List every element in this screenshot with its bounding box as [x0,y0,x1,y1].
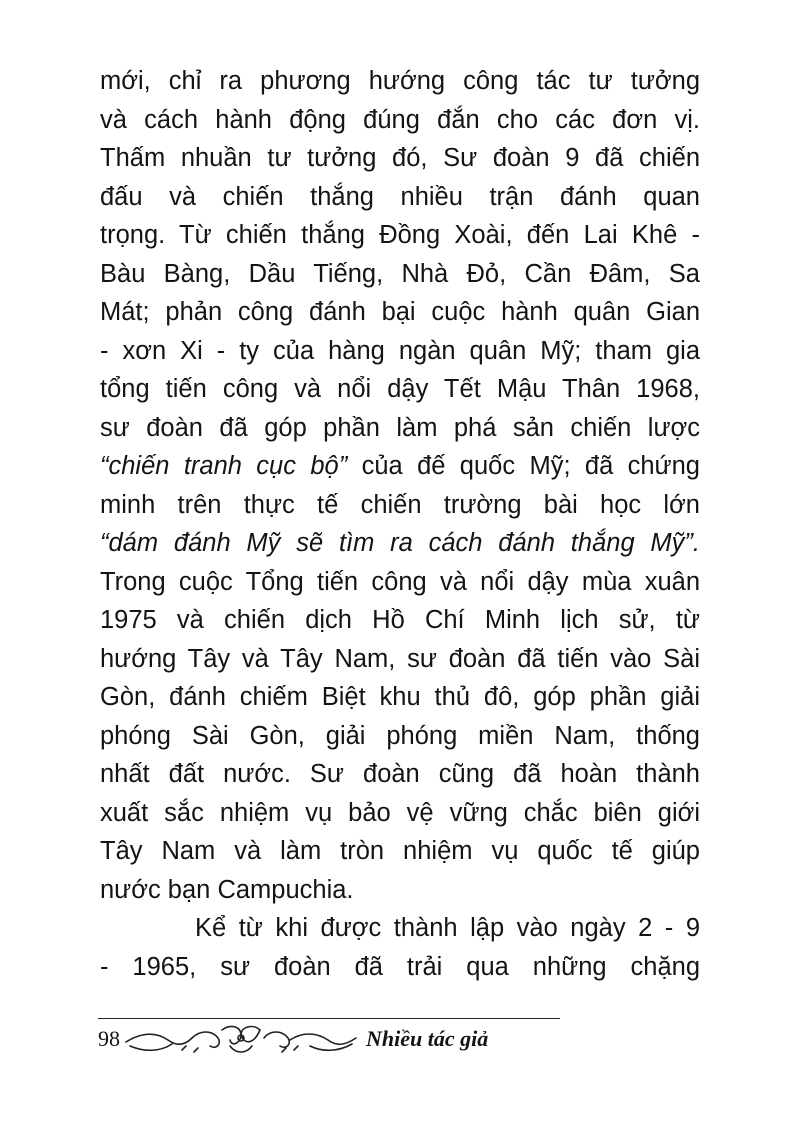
text-line: đấu và chiến thắng nhiều trận đánh quan [100,182,700,211]
text-line: - xơn Xi - ty của hàng ngàn quân Mỹ; tham gia [100,336,700,365]
text-line: minh trên thực tế chiến trường bài học lớn [100,490,700,519]
italic-quote: “chiến tranh cục bộ” [100,452,348,480]
text-line: Bàu Bàng, Dầu Tiếng, Nhà Đỏ, Cần Đâm, Sa [100,259,700,288]
text-line: Mát; phản công đánh bại cuộc hành quân Gian [100,298,700,326]
paragraph-end-line: nước bạn Campuchia. [100,875,354,904]
text-line: Gòn, đánh chiếm Biệt khu thủ đô, góp phần giải [100,683,700,711]
italic-quote-line: “dám đánh Mỹ sẽ tìm ra cách đánh thắng Mỹ”. [100,529,700,557]
author-credit: Nhiều tác giả [366,1026,489,1051]
floral-ornament-icon [122,1022,360,1056]
text-line: - 1965, sư đoàn đã trải qua những chặng [100,952,700,981]
text-segment: của đế quốc Mỹ; đã chứng [347,452,700,480]
text-line: tổng tiến công và nổi dậy Tết Mậu Thân 1968, [100,375,700,403]
text-line: xuất sắc nhiệm vụ bảo vệ vững chắc biên giới [100,798,700,827]
paragraph-start-line: Kể từ khi được thành lập vào ngày 2 - 9 [195,914,700,942]
text-line: mới, chỉ ra phương hướng công tác tư tưởng [100,67,700,95]
text-line: Trong cuộc Tổng tiến công và nổi dậy mùa xuân [100,567,700,596]
text-line: Tây Nam và làm tròn nhiệm vụ quốc tế giúp [100,837,700,865]
page-footer [98,1018,560,1068]
text-line [100,447,700,486]
body-text [100,62,700,986]
text-line: 1975 và chiến dịch Hồ Chí Minh lịch sử, từ [100,606,700,634]
text-line: nhất đất nước. Sư đoàn cũng đã hoàn thành [100,760,700,788]
page-number: 98 [98,1026,120,1051]
text-line: sư đoàn đã góp phần làm phá sản chiến lược [100,413,700,442]
footer-rule [98,1018,560,1019]
text-line: và cách hành động đúng đắn cho các đơn vị. [100,105,700,134]
text-line: phóng Sài Gòn, giải phóng miền Nam, thống [100,721,700,750]
text-line: trọng. Từ chiến thắng Đồng Xoài, đến Lai Khê - [100,221,700,249]
text-line: Thấm nhuần tư tưởng đó, Sư đoàn 9 đã chiến [100,144,700,172]
text-line: hướng Tây và Tây Nam, sư đoàn đã tiến vào Sài [100,644,700,673]
